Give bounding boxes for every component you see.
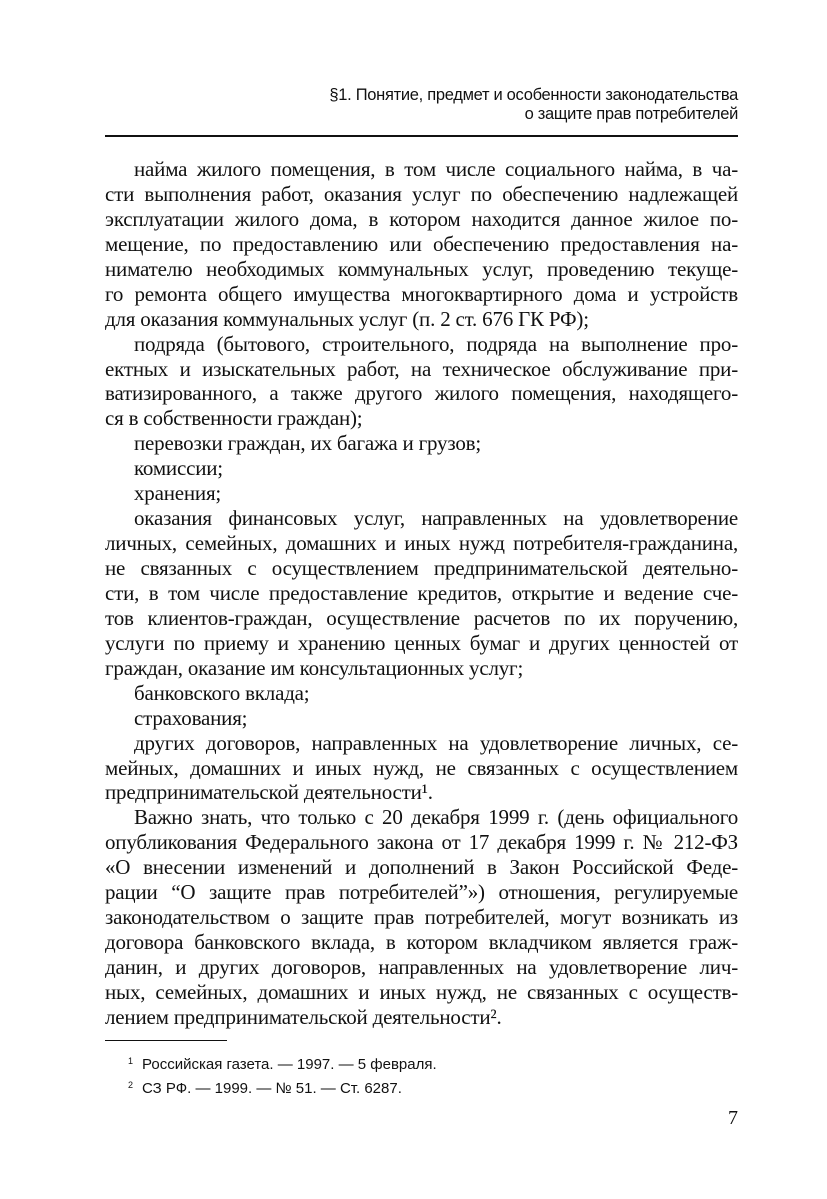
text-line: мещение, по предоставлению или обеспечению предоставления на- (105, 231, 738, 256)
footnote-1 (128, 1051, 437, 1075)
paragraph (105, 506, 738, 681)
text-line: услуги по приему и хранению ценных бумаг и других ценностей от (105, 630, 738, 655)
text-line: данин, и других договоров, направленных на удовлетворение лич- (105, 955, 738, 979)
paragraph (105, 157, 738, 332)
text-line: личных, семейных, домашних и иных нужд потребителя-гражданина, (105, 531, 738, 556)
text-line: банковского вклада; (134, 680, 310, 705)
text-line: го ремонта общего имущества многоквартирного дома и устройств (105, 281, 738, 306)
running-header-line-1: §1. Понятие, предмет и особенности законодательства (329, 86, 738, 104)
paragraph (105, 731, 738, 806)
footnote-rule (105, 1040, 227, 1041)
paragraph (105, 332, 738, 432)
text-line: предпринимательской деятельности¹. (105, 780, 433, 805)
text-line: найма жилого помещения, в том числе социального найма, в ча- (134, 157, 738, 181)
running-header-line-2: о защите прав потребителей (524, 105, 738, 123)
paragraph (105, 681, 738, 706)
paragraph (105, 481, 738, 506)
text-line: сти выполнения работ, оказания услуг по обеспечению надлежащей (105, 181, 738, 206)
text-line: страхования; (134, 705, 248, 730)
text-line: для оказания коммунальных услуг (п. 2 ст. 676 ГК РФ); (105, 306, 589, 331)
page-number: 7 (728, 1107, 738, 1129)
text-line: других договоров, направленных на удовлетворение личных, се- (134, 730, 738, 755)
text-line: рации “О защите прав потребителей”») отношения, регулируемые (105, 880, 738, 905)
paragraph (105, 706, 738, 731)
paragraph (105, 456, 738, 481)
text-line: комиссии; (134, 456, 223, 481)
text-line: граждан, оказание им консультационных услуг; (105, 655, 524, 680)
text-line: Важно знать, что только с 20 декабря 1999 г. (день официального (134, 805, 738, 830)
text-line: перевозки граждан, их багажа и грузов; (134, 431, 481, 456)
text-line: хранения; (134, 481, 222, 506)
text-line: законодательством о защите прав потребителей, могут возникать из (105, 905, 738, 930)
text-line: мейных, домашних и иных нужд, не связанных с осуществлением (105, 755, 738, 780)
text-line: лением предпринимательской деятельности². (105, 1004, 502, 1029)
text-line: эксплуатации жилого дома, в котором находится данное жилое по- (105, 206, 738, 231)
text-line: подряда (бытового, строительного, подряда на выполнение про- (134, 331, 738, 356)
footnote-mark: 2 (128, 1080, 134, 1090)
footnote-2 (128, 1075, 437, 1099)
text-line: ватизированного, а также другого жилого помещения, находящего- (105, 381, 738, 406)
footnotes (128, 1051, 437, 1099)
text-line: опубликования Федерального закона от 17 декабря 1999 г. № 212-ФЗ (105, 830, 738, 855)
text-line: договора банковского вклада, в котором вкладчиком является граж- (105, 930, 738, 955)
paragraph (105, 431, 738, 456)
text-line: оказания финансовых услуг, направленных на удовлетворение (134, 506, 738, 531)
text-line: нимателю необходимых коммунальных услуг, проведению текуще- (105, 256, 738, 281)
text-line: тов клиентов-граждан, осуществление расчетов по их поручению, (105, 605, 738, 630)
text-line: «О внесении изменений и дополнений в Закон Российской Феде- (105, 855, 738, 880)
text-line: ся в собственности граждан); (105, 406, 363, 431)
text-line: не связанных с осуществлением предпринимательской деятельно- (105, 556, 738, 580)
text-line: сти, в том числе предоставление кредитов, открытие и ведение сче- (105, 580, 738, 605)
footnote-text: Российская газета. — 1997. — 5 февраля. (142, 1056, 437, 1073)
running-header (329, 86, 738, 124)
header-rule (105, 135, 738, 137)
footnote-text: СЗ РФ. — 1999. — № 51. — Ст. 6287. (142, 1080, 402, 1097)
body-text (105, 157, 738, 1030)
footnote-mark: 1 (128, 1056, 134, 1066)
text-line: ектных и изыскательных работ, на техническое обслуживание при- (105, 356, 738, 381)
paragraph (105, 805, 738, 1029)
text-line: ных, семейных, домашних и иных нужд, не связанных с осуществ- (105, 979, 738, 1004)
